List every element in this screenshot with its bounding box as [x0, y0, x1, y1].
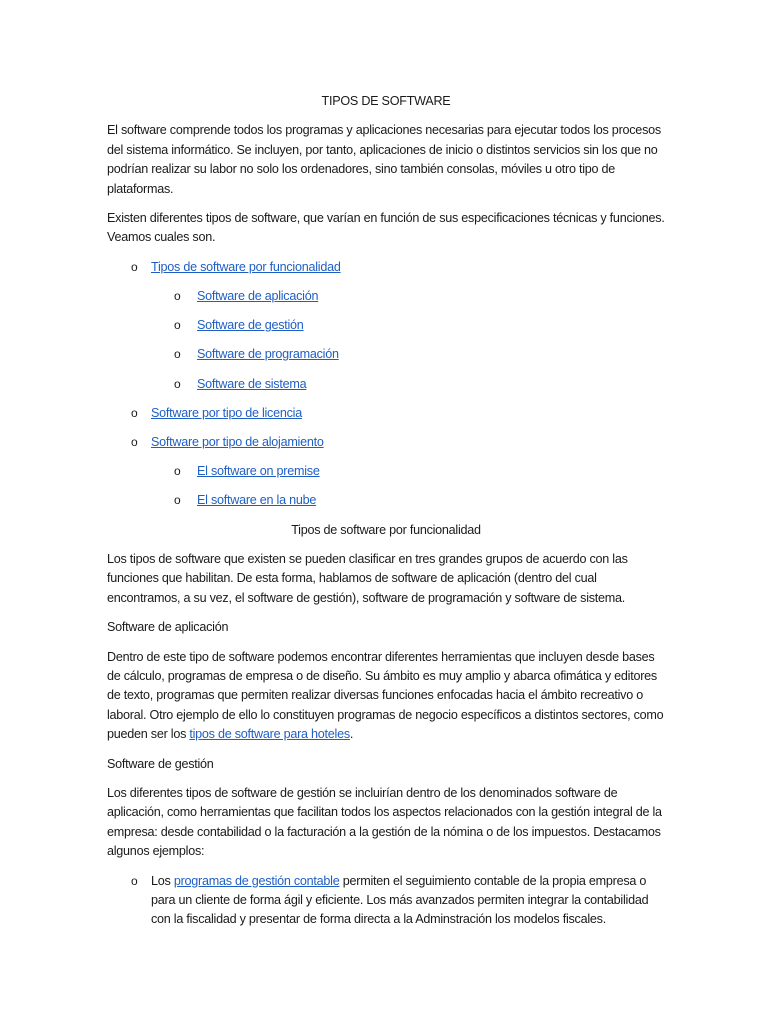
- bullet-item-start: Los: [151, 873, 174, 888]
- toc-link[interactable]: Software por tipo de alojamiento: [151, 434, 324, 449]
- toc-item: [107, 404, 665, 433]
- bullet-marker: o: [174, 376, 181, 391]
- link-programas-gestion-contable[interactable]: programas de gestión contable: [173, 873, 340, 888]
- bullet-marker: o: [174, 464, 181, 479]
- toc-item: [107, 345, 665, 374]
- bullet-marker: o: [131, 259, 138, 274]
- heading-software-gestion: Software de gestión: [107, 756, 214, 771]
- toc-item: [107, 258, 665, 287]
- bullet-marker: o: [174, 347, 181, 362]
- bullet-marker: o: [174, 289, 181, 304]
- aplicacion-paragraph: [107, 648, 665, 745]
- gestion-paragraph: Los diferentes tipos de software de gestión se incluirían dentro de los denominados software de aplicación, como herramientas que facilitan todos los aspectos relacionados con la gestión integral de la empresa: desde contabilidad o la facturación a la gestión de la nómina o de los impuestos. Destacamos algunos ejemplos:: [107, 786, 662, 859]
- toc-link[interactable]: El software on premise: [197, 464, 320, 479]
- toc-link[interactable]: Software de gestión: [197, 318, 304, 333]
- toc-link[interactable]: Software de programación: [197, 347, 339, 362]
- aplicacion-end: .: [349, 727, 354, 742]
- toc-link[interactable]: Software de aplicación: [197, 289, 319, 304]
- toc-link[interactable]: Software por tipo de licencia: [151, 405, 302, 420]
- bullet-marker: o: [174, 318, 181, 333]
- toc-link[interactable]: El software en la nube: [197, 493, 317, 508]
- toc-item: [107, 462, 665, 491]
- document-title: TIPOS DE SOFTWARE: [321, 94, 451, 108]
- toc-item: [107, 316, 665, 345]
- toc-item: [107, 433, 665, 462]
- section-title-funcionalidad: Tipos de software por funcionalidad: [291, 522, 481, 537]
- document-page: [107, 92, 665, 930]
- bullet-marker: o: [131, 873, 138, 888]
- bullet-item-rest: permiten el seguimiento contable de la propia empresa o para un cliente de forma ágil y eficiente. Los más avanzados permiten integrar la contabilidad con la fiscalidad y presentar de forma directa a la Adminstración los modelos fiscales.: [151, 873, 649, 927]
- intro-paragraph: El software comprende todos los programas y aplicaciones necesarias para ejecutar todos los procesos del sistema informático. Se incluyen, por tanto, aplicaciones de inicio o distintos servicios sin los que no podrían realizar su labor no solo los ordenadores, sino también consolas, móviles u otro tipo de plataformas.: [107, 123, 661, 196]
- intro-paragraph-2: Existen diferentes tipos de software, que varían en función de sus especificaciones técnicas y funciones. Veamos cuales son.: [107, 211, 665, 245]
- aplicacion-text: Dentro de este tipo de software podemos encontrar diferentes herramientas que incluyen desde bases de cálculo, programas de empresa o de diseño. Su ámbito es muy amplio y abarca ofimática y editores de texto, programas que permiten realizar diversas funciones enfocadas hacia el ámbito recreativo o laboral. Otro ejemplo de ello lo constituyen programas de negocio específicos a distintos sectores, como pueden ser los: [107, 649, 664, 742]
- toc-item: [107, 375, 665, 404]
- toc-item: [107, 491, 665, 520]
- list-item-gestion-contable: [107, 872, 665, 930]
- toc-link[interactable]: Software de sistema: [197, 376, 307, 391]
- section-funcionalidad-paragraph: Los tipos de software que existen se pueden clasificar en tres grandes grupos de acuerdo con las funciones que habilitan. De esta forma, hablamos de software de aplicación (dentro del cual encontramos, a su vez, el software de gestión), software de programación y software de sistema.: [107, 551, 628, 605]
- bullet-marker: o: [174, 493, 181, 508]
- heading-software-aplicacion: Software de aplicación: [107, 620, 229, 635]
- bullet-marker: o: [131, 434, 138, 449]
- toc-link[interactable]: Tipos de software por funcionalidad: [151, 259, 341, 274]
- link-tipos-software-hoteles[interactable]: tipos de software para hoteles: [189, 727, 350, 742]
- toc-item: [107, 287, 665, 316]
- bullet-marker: o: [131, 405, 138, 420]
- table-of-contents: [107, 258, 665, 521]
